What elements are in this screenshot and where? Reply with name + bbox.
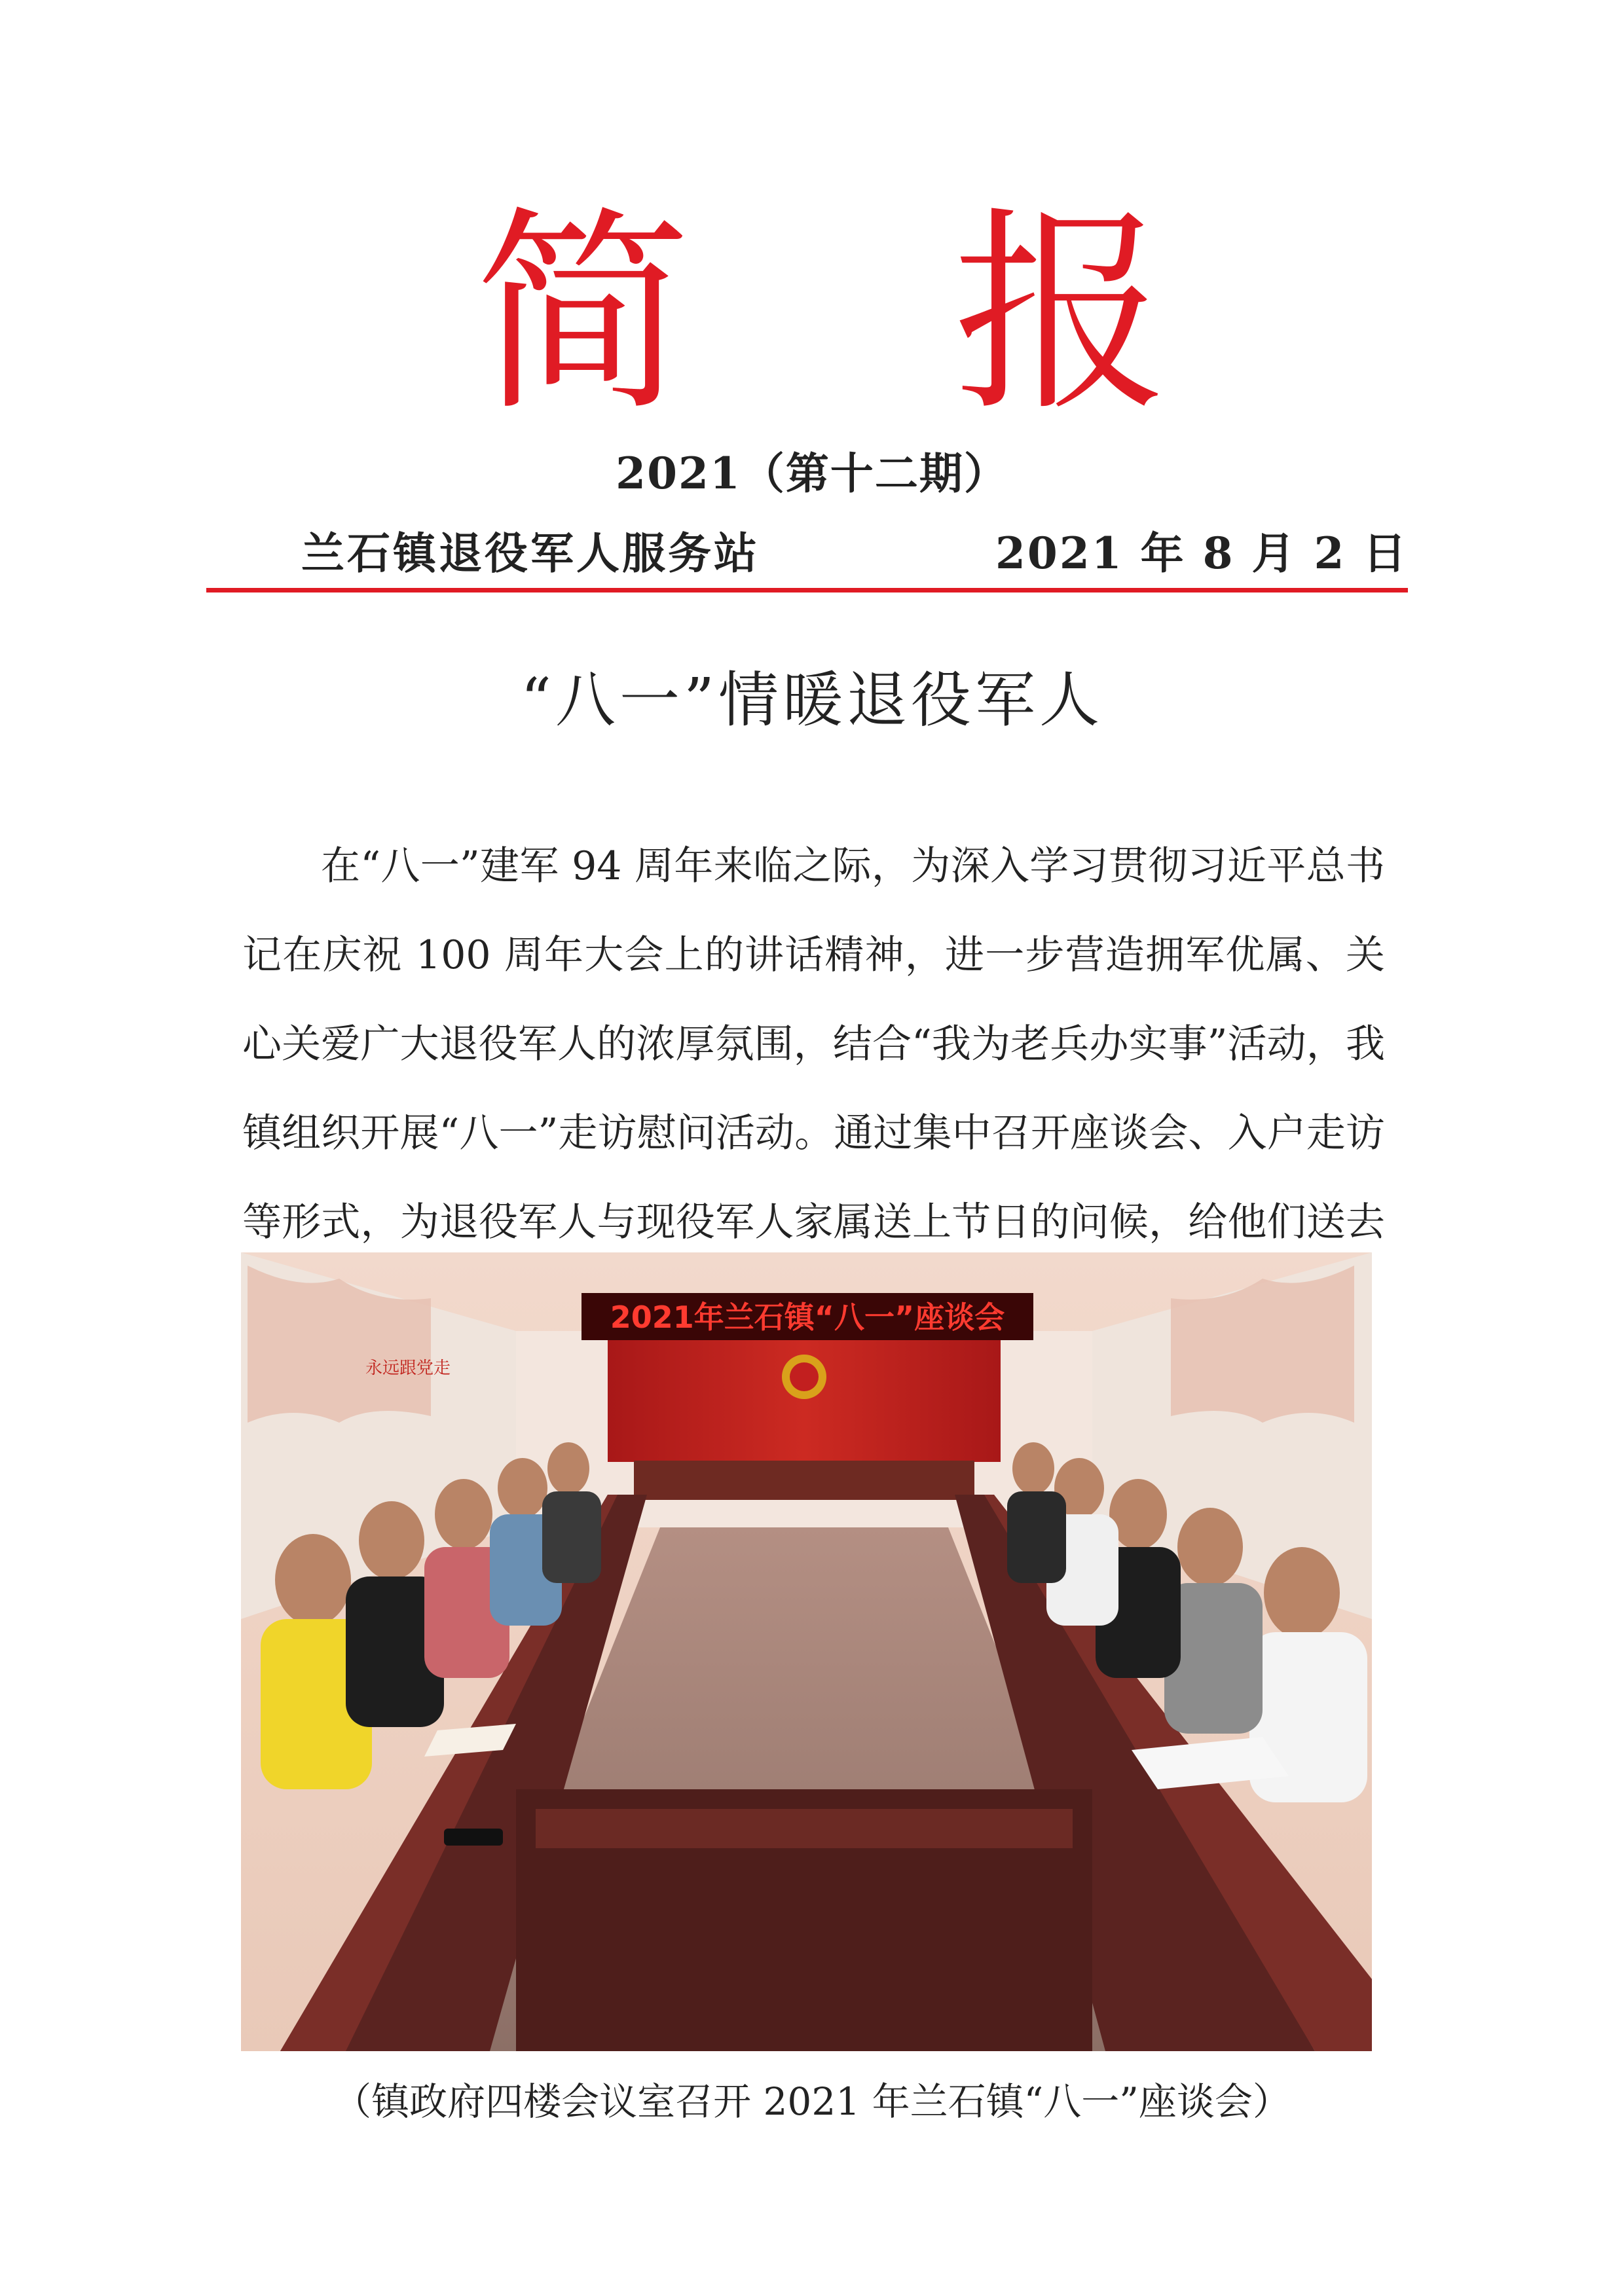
publisher: 兰石镇退役军人服务站 <box>301 528 760 579</box>
masthead <box>0 189 1624 440</box>
masthead-divider <box>206 588 1408 592</box>
article-body: 在“八一”建军 94 周年来临之际，为深入学习贯彻习近平总书记在庆祝 100 周年大会上的讲话精神，进一步营造拥军优属、关心关爱广大退役军人的浓厚氛围，结合“我为老兵办实事”活动，我镇组织开展“八一”走访慰问活动。通过集中召开座谈会、入户走访等形式，为退役军人与现役军人家属送上节日的问候，给他们送去 <box>242 843 1385 1245</box>
publication-date: 2021 年 8 月 2 日 <box>995 528 1409 579</box>
photo-caption: （镇政府四楼会议室召开 2021 年兰石镇“八一”座谈会） <box>333 2079 1291 2124</box>
masthead-char-1: 简 <box>475 189 691 440</box>
wall-slogan: 永远跟党走 <box>365 1358 451 1378</box>
article-title: “八一”情暖退役军人 <box>520 665 1104 735</box>
meeting-photo-illustration <box>241 1252 1372 2051</box>
meeting-photo <box>241 1252 1372 2051</box>
led-banner-text: 2021年兰石镇“八一”座谈会 <box>610 1300 1005 1335</box>
masthead-char-2: 报 <box>953 189 1169 440</box>
issue-number: 2021（第十二期） <box>616 448 1008 499</box>
